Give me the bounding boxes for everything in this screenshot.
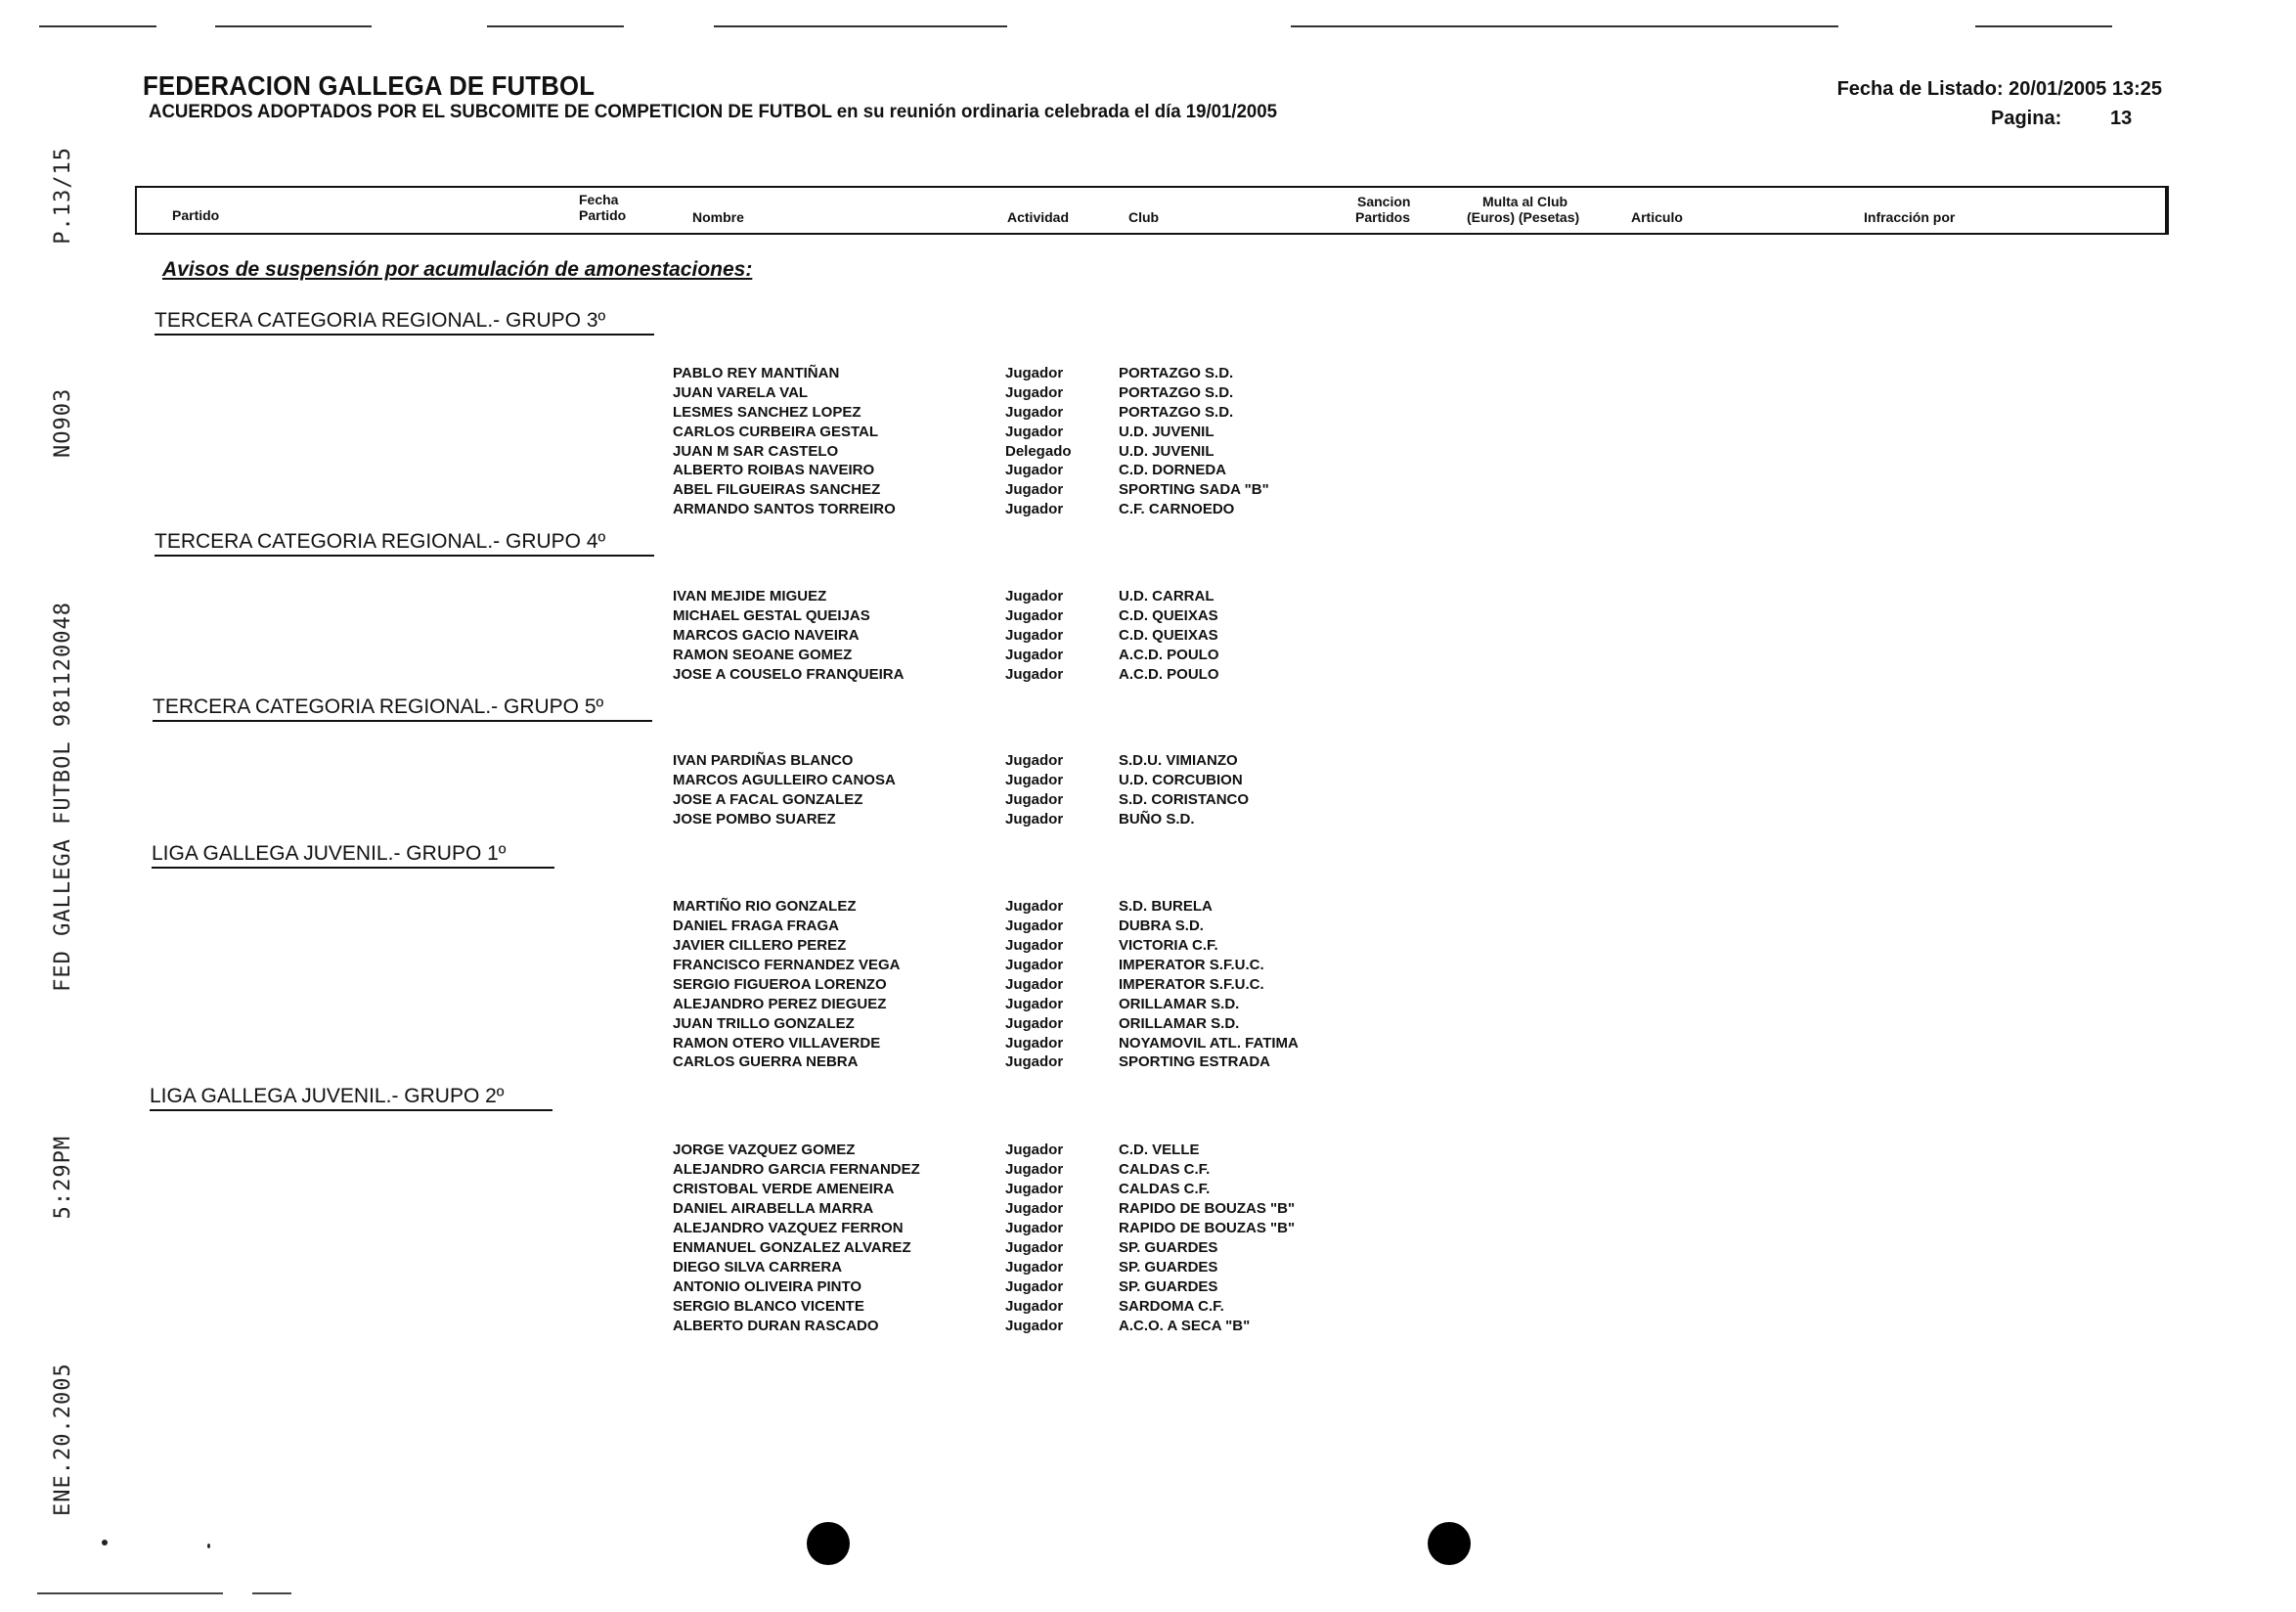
page-label: Pagina: — [1991, 108, 2062, 129]
player-name: ABEL FILGUEIRAS SANCHEZ — [673, 481, 881, 498]
scan-scratch — [714, 25, 1007, 27]
scan-scratch — [215, 25, 372, 27]
player-club: U.D. CARRAL — [1119, 588, 1214, 604]
player-name: ENMANUEL GONZALEZ ALVAREZ — [673, 1239, 911, 1256]
player-name: MARTIÑO RIO GONZALEZ — [673, 898, 857, 915]
group-title: TERCERA CATEGORIA REGIONAL.- GRUPO 5º — [153, 695, 652, 722]
player-activity: Jugador — [1005, 1259, 1064, 1276]
player-club: A.C.O. A SECA "B" — [1119, 1318, 1251, 1334]
player-club: C.D. DORNEDA — [1119, 462, 1227, 478]
col-sancion-line2: Partidos — [1355, 209, 1411, 225]
player-name: CRISTOBAL VERDE AMENEIRA — [673, 1181, 895, 1197]
player-club: SP. GUARDES — [1119, 1259, 1218, 1276]
player-name: RAMON SEOANE GOMEZ — [673, 647, 853, 663]
player-club: SP. GUARDES — [1119, 1239, 1218, 1256]
player-club: C.F. CARNOEDO — [1119, 501, 1235, 517]
player-club: ORILLAMAR S.D. — [1119, 996, 1240, 1012]
group-title: LIGA GALLEGA JUVENIL.- GRUPO 2º — [150, 1085, 552, 1111]
player-club: RAPIDO DE BOUZAS "B" — [1119, 1200, 1296, 1217]
player-name: SERGIO FIGUEROA LORENZO — [673, 976, 887, 993]
player-club: S.D. CORISTANCO — [1119, 791, 1250, 808]
player-activity: Jugador — [1005, 481, 1064, 498]
player-name: JOSE A FACAL GONZALEZ — [673, 791, 863, 808]
player-club: RAPIDO DE BOUZAS "B" — [1119, 1220, 1296, 1236]
player-activity: Jugador — [1005, 957, 1064, 973]
col-actividad: Actividad — [1007, 209, 1070, 225]
col-infraccion: Infracción por — [1864, 209, 1956, 225]
col-nombre: Nombre — [692, 209, 744, 225]
scan-dot — [207, 1544, 210, 1548]
punch-hole — [807, 1522, 850, 1565]
fax-sender: FED GALLEGA FUTBOL 981120048 — [51, 601, 75, 992]
player-club: DUBRA S.D. — [1119, 918, 1204, 934]
player-name: ALEJANDRO PEREZ DIEGUEZ — [673, 996, 887, 1012]
player-name: MARCOS AGULLEIRO CANOSA — [673, 772, 896, 788]
player-club: A.C.D. POULO — [1119, 647, 1219, 663]
scan-scratch — [1975, 25, 2112, 27]
player-name: JORGE VAZQUEZ GOMEZ — [673, 1142, 856, 1158]
player-activity: Jugador — [1005, 1015, 1064, 1032]
player-name: JUAN M SAR CASTELO — [673, 443, 839, 460]
player-name: JUAN TRILLO GONZALEZ — [673, 1015, 855, 1032]
player-activity: Jugador — [1005, 627, 1064, 644]
player-name: MICHAEL GESTAL QUEIJAS — [673, 607, 870, 624]
player-activity: Delegado — [1005, 443, 1072, 460]
player-club: C.D. QUEIXAS — [1119, 627, 1218, 644]
page-number: 13 — [2110, 108, 2133, 129]
player-activity: Jugador — [1005, 1035, 1064, 1052]
scan-scratch — [487, 25, 624, 27]
player-name: JOSE A COUSELO FRANQUEIRA — [673, 666, 905, 683]
player-name: IVAN PARDIÑAS BLANCO — [673, 752, 854, 769]
player-activity: Jugador — [1005, 772, 1064, 788]
player-club: CALDAS C.F. — [1119, 1181, 1211, 1197]
player-activity: Jugador — [1005, 976, 1064, 993]
player-name: JOSE POMBO SUAREZ — [673, 811, 836, 828]
player-activity: Jugador — [1005, 791, 1064, 808]
player-club: SP. GUARDES — [1119, 1278, 1218, 1295]
player-name: ANTONIO OLIVEIRA PINTO — [673, 1278, 862, 1295]
fax-number: NO903 — [51, 387, 75, 458]
player-club: S.D.U. VIMIANZO — [1119, 752, 1238, 769]
group-title: TERCERA CATEGORIA REGIONAL.- GRUPO 3º — [155, 309, 654, 336]
group-title: LIGA GALLEGA JUVENIL.- GRUPO 1º — [152, 842, 554, 869]
player-activity: Jugador — [1005, 424, 1064, 440]
player-club: U.D. JUVENIL — [1119, 443, 1214, 460]
player-activity: Jugador — [1005, 501, 1064, 517]
player-activity: Jugador — [1005, 1298, 1064, 1315]
player-activity: Jugador — [1005, 647, 1064, 663]
player-name: FRANCISCO FERNANDEZ VEGA — [673, 957, 901, 973]
scan-dot — [102, 1540, 108, 1545]
player-club: VICTORIA C.F. — [1119, 937, 1218, 954]
player-name: DANIEL FRAGA FRAGA — [673, 918, 839, 934]
player-club: U.D. CORCUBION — [1119, 772, 1243, 788]
col-multa-line1: Multa al Club — [1482, 194, 1568, 209]
player-name: ALBERTO ROIBAS NAVEIRO — [673, 462, 875, 478]
col-partido: Partido — [172, 207, 220, 223]
player-activity: Jugador — [1005, 1318, 1064, 1334]
player-activity: Jugador — [1005, 365, 1064, 381]
scan-scratch — [1291, 25, 1838, 27]
player-club: CALDAS C.F. — [1119, 1161, 1211, 1178]
player-activity: Jugador — [1005, 937, 1064, 954]
player-club: S.D. BURELA — [1119, 898, 1213, 915]
player-club: NOYAMOVIL ATL. FATIMA — [1119, 1035, 1299, 1052]
player-club: BUÑO S.D. — [1119, 811, 1195, 828]
player-club: ORILLAMAR S.D. — [1119, 1015, 1240, 1032]
player-name: IVAN MEJIDE MIGUEZ — [673, 588, 827, 604]
player-club: PORTAZGO S.D. — [1119, 404, 1234, 421]
column-header-box — [135, 186, 2169, 235]
player-name: JAVIER CILLERO PEREZ — [673, 937, 847, 954]
document-subtitle: ACUERDOS ADOPTADOS POR EL SUBCOMITE DE COMPETICION DE FUTBOL en su reunión ordinaria celebrada el día 19/01/2005 — [149, 102, 1277, 122]
player-activity: Jugador — [1005, 1200, 1064, 1217]
scan-scratch — [252, 1592, 291, 1594]
group-title: TERCERA CATEGORIA REGIONAL.- GRUPO 4º — [155, 530, 654, 557]
player-name: ARMANDO SANTOS TORREIRO — [673, 501, 896, 517]
col-fecha-line2: Partido — [579, 207, 627, 223]
player-activity: Jugador — [1005, 1239, 1064, 1256]
player-name: ALBERTO DURAN RASCADO — [673, 1318, 879, 1334]
player-club: A.C.D. POULO — [1119, 666, 1219, 683]
player-club: SPORTING SADA "B" — [1119, 481, 1269, 498]
player-name: CARLOS GUERRA NEBRA — [673, 1053, 859, 1070]
player-club: IMPERATOR S.F.U.C. — [1119, 976, 1264, 993]
col-fecha-line1: Fecha — [579, 192, 619, 207]
player-activity: Jugador — [1005, 811, 1064, 828]
player-club: C.D. VELLE — [1119, 1142, 1200, 1158]
player-club: SPORTING ESTRADA — [1119, 1053, 1271, 1070]
player-name: LESMES SANCHEZ LOPEZ — [673, 404, 861, 421]
fax-page: P.13/15 — [51, 147, 75, 245]
fax-header-text — [51, 147, 80, 1516]
player-activity: Jugador — [1005, 404, 1064, 421]
player-name: JUAN VARELA VAL — [673, 384, 809, 401]
player-club: PORTAZGO S.D. — [1119, 384, 1234, 401]
player-club: SARDOMA C.F. — [1119, 1298, 1224, 1315]
player-activity: Jugador — [1005, 1161, 1064, 1178]
player-name: ALEJANDRO VAZQUEZ FERRON — [673, 1220, 904, 1236]
section-intro: Avisos de suspensión por acumulación de amonestaciones: — [162, 258, 753, 281]
fax-date: ENE.20.2005 — [51, 1363, 75, 1516]
player-name: DANIEL AIRABELLA MARRA — [673, 1200, 874, 1217]
player-name: PABLO REY MANTIÑAN — [673, 365, 840, 381]
player-activity: Jugador — [1005, 752, 1064, 769]
player-name: DIEGO SILVA CARRERA — [673, 1259, 843, 1276]
player-activity: Jugador — [1005, 996, 1064, 1012]
player-activity: Jugador — [1005, 666, 1064, 683]
player-activity: Jugador — [1005, 1220, 1064, 1236]
col-club: Club — [1128, 209, 1160, 225]
player-activity: Jugador — [1005, 918, 1064, 934]
player-club: U.D. JUVENIL — [1119, 424, 1214, 440]
fax-header-strip — [0, 0, 75, 1612]
player-name: RAMON OTERO VILLAVERDE — [673, 1035, 881, 1052]
player-activity: Jugador — [1005, 898, 1064, 915]
scan-scratch — [37, 1592, 223, 1594]
player-activity: Jugador — [1005, 1181, 1064, 1197]
player-activity: Jugador — [1005, 384, 1064, 401]
player-activity: Jugador — [1005, 1053, 1064, 1070]
player-name: ALEJANDRO GARCIA FERNANDEZ — [673, 1161, 920, 1178]
col-sancion-line1: Sancion — [1357, 194, 1411, 209]
punch-hole — [1428, 1522, 1471, 1565]
player-name: SERGIO BLANCO VICENTE — [673, 1298, 864, 1315]
col-multa-line2: (Euros) (Pesetas) — [1467, 209, 1580, 225]
player-name: MARCOS GACIO NAVEIRA — [673, 627, 860, 644]
player-activity: Jugador — [1005, 588, 1064, 604]
col-articulo: Articulo — [1631, 209, 1683, 225]
player-activity: Jugador — [1005, 607, 1064, 624]
org-title: FEDERACION GALLEGA DE FUTBOL — [143, 70, 596, 101]
player-activity: Jugador — [1005, 1278, 1064, 1295]
player-club: PORTAZGO S.D. — [1119, 365, 1234, 381]
fax-time: 5:29PM — [51, 1135, 75, 1220]
listing-date: Fecha de Listado: 20/01/2005 13:25 — [1836, 78, 2162, 100]
player-name: CARLOS CURBEIRA GESTAL — [673, 424, 878, 440]
player-club: C.D. QUEIXAS — [1119, 607, 1218, 624]
player-activity: Jugador — [1005, 1142, 1064, 1158]
player-activity: Jugador — [1005, 462, 1064, 478]
player-club: IMPERATOR S.F.U.C. — [1119, 957, 1264, 973]
